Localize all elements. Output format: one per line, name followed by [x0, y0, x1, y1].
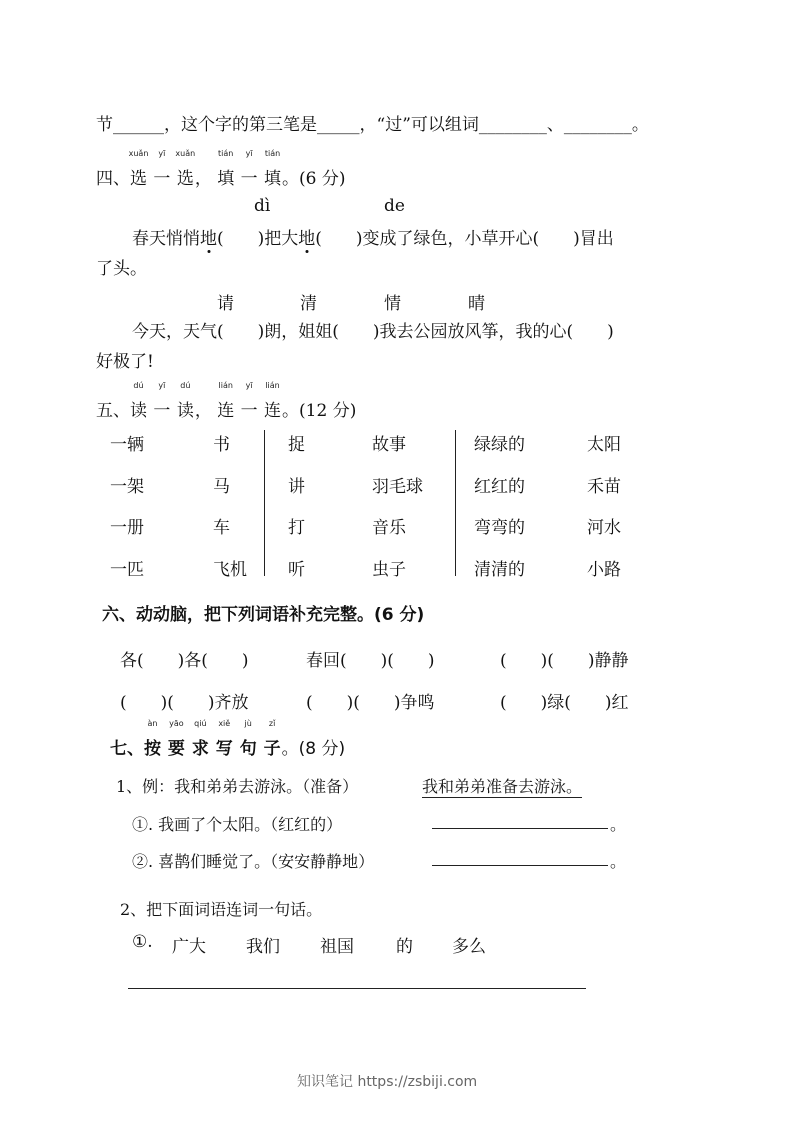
heading-char: 填 [264, 169, 282, 189]
section-5-score: 。(12 分) [282, 401, 357, 421]
match-item: 禾苗 [587, 477, 621, 497]
sentence-part: ( )变成了绿色，小草开心( )冒出 [315, 229, 614, 249]
sentence-answer-line[interactable] [128, 988, 586, 989]
pinyin: xuǎn [128, 149, 149, 158]
section-7-score: 。(8 分) [281, 739, 346, 759]
example-answer-text: 我和弟弟准备去游泳。 [422, 774, 582, 798]
fill-idiom: 春回( )( ) [306, 651, 435, 671]
pinyin: dú [180, 381, 191, 390]
section-7-number: 七、 [110, 739, 144, 759]
match-item: 虫子 [372, 560, 406, 580]
heading-char: 子 [263, 739, 281, 759]
pinyin: lián [218, 381, 233, 390]
heading-char: 一 [240, 401, 258, 421]
heading-char: 要 [167, 739, 185, 759]
match-item: 书 [213, 435, 230, 455]
section-4-number: 四、 [96, 169, 130, 189]
match-item: 弯弯的 [474, 518, 525, 538]
pinyin: àn [147, 719, 158, 728]
match-item: 一匹 [110, 560, 144, 580]
option-word: 情 [384, 294, 401, 314]
part-2-title: 2、把下面词语连词一句话。 [120, 900, 323, 919]
match-item: 清清的 [474, 560, 525, 580]
dotted-char: 地 [298, 224, 315, 249]
heading-char: 一 [240, 169, 258, 189]
fill-idiom: ( )( )齐放 [120, 693, 249, 713]
match-item: 捉 [288, 435, 305, 455]
section-4-score: 。(6 分) [282, 169, 346, 189]
pinyin: yī [158, 149, 166, 158]
heading-char: 读 [130, 401, 147, 421]
s4-sentence-1-cont: 了头。 [96, 259, 147, 279]
match-item: 打 [288, 518, 305, 538]
pinyin: tián [218, 149, 234, 158]
match-item: 一辆 [110, 435, 144, 455]
fill-idiom: ( )( )争鸣 [306, 693, 435, 713]
word-token: 广大 [172, 937, 206, 957]
pinyin: yāo [169, 719, 184, 728]
sentence-part: ( )把大 [217, 229, 299, 249]
answer-blank[interactable] [432, 865, 608, 866]
section-7-heading [110, 719, 346, 759]
pinyin-di: dì [254, 196, 271, 216]
heading-char: 连 [217, 401, 235, 421]
match-item: 车 [213, 518, 230, 538]
pinyin: dú [133, 381, 144, 390]
pinyin: yī [245, 149, 253, 158]
section-5-number: 五、 [96, 401, 130, 421]
match-item: 讲 [288, 477, 305, 497]
pinyin: xiě [218, 719, 231, 728]
match-item: 太阳 [587, 435, 621, 455]
word-token: 多么 [452, 937, 486, 957]
word-token: 的 [396, 937, 413, 957]
option-word: 晴 [468, 294, 485, 314]
heading-comma: ， [194, 169, 212, 189]
match-item: 一册 [110, 518, 144, 538]
section-6-heading: 六、动动脑，把下列词语补充完整。(6 分) [102, 605, 425, 625]
heading-comma: ， [194, 401, 212, 421]
q3-number: ①. [132, 932, 153, 952]
s4-sentence-2: 今天，天气( )朗，姐姐( )我去公园放风筝，我的心( ) [132, 322, 614, 342]
heading-char: 选 [130, 169, 147, 189]
heading-char: 一 [153, 401, 171, 421]
heading-char: 选 [176, 169, 194, 189]
heading-char: 求 [191, 739, 209, 759]
pinyin: tián [264, 149, 281, 158]
heading-char: 连 [264, 401, 282, 421]
blank-period: 。 [610, 815, 627, 834]
match-item: 飞机 [213, 560, 247, 580]
pinyin: yī [158, 381, 166, 390]
word-token: 我们 [246, 937, 280, 957]
match-item: 一架 [110, 477, 144, 497]
sentence-part: 春天悄悄 [132, 229, 200, 249]
option-word: 请 [217, 294, 234, 314]
footer-watermark: 知识笔记 https://zsbiji.com [297, 1074, 478, 1090]
fill-idiom: ( )绿( )红 [500, 693, 629, 713]
dotted-char: 地 [200, 224, 217, 249]
pinyin: lián [265, 381, 280, 390]
s4-sentence-1 [132, 224, 614, 249]
word-token: 祖国 [320, 937, 354, 957]
pinyin: xuǎn [175, 149, 196, 158]
answer-blank[interactable] [432, 828, 608, 829]
pinyin: qiú [194, 719, 207, 728]
match-item: 马 [213, 477, 230, 497]
match-item: 音乐 [372, 518, 406, 538]
question-2: ②. 喜鹊们睡觉了。（安安静静地） [132, 852, 375, 871]
section-4-heading [96, 149, 346, 189]
pinyin: yī [245, 381, 253, 390]
match-item: 红红的 [474, 477, 525, 497]
pinyin: jù [244, 719, 252, 728]
section-5-heading [96, 381, 357, 421]
question-1: ①. 我画了个太阳。（红红的） [132, 815, 343, 834]
match-item: 羽毛球 [372, 477, 423, 497]
heading-char: 按 [144, 739, 161, 759]
heading-char: 填 [217, 169, 235, 189]
example-answer [422, 774, 582, 798]
match-item: 绿绿的 [474, 435, 525, 455]
blank-period: 。 [610, 852, 627, 871]
column-divider [264, 430, 265, 576]
heading-char: 一 [153, 169, 171, 189]
top-line: 节______，这个字的第三笔是_____，“过”可以组词________、________。 [96, 115, 649, 135]
fill-idiom: 各( )各( ) [120, 651, 249, 671]
fill-idiom: ( )( )静静 [500, 651, 629, 671]
pinyin-de: de [384, 196, 405, 216]
match-item: 小路 [587, 560, 621, 580]
option-word: 清 [300, 294, 317, 314]
column-divider [455, 430, 456, 576]
heading-char: 句 [239, 739, 257, 759]
heading-char: 读 [176, 401, 194, 421]
s4-sentence-2-cont: 好极了! [96, 352, 154, 372]
match-item: 故事 [372, 435, 406, 455]
example-label: 1、例：我和弟弟去游泳。（准备） [116, 777, 359, 796]
match-item: 河水 [587, 518, 621, 538]
match-item: 听 [288, 560, 305, 580]
pinyin: zǐ [268, 719, 276, 728]
heading-char: 写 [215, 739, 233, 759]
